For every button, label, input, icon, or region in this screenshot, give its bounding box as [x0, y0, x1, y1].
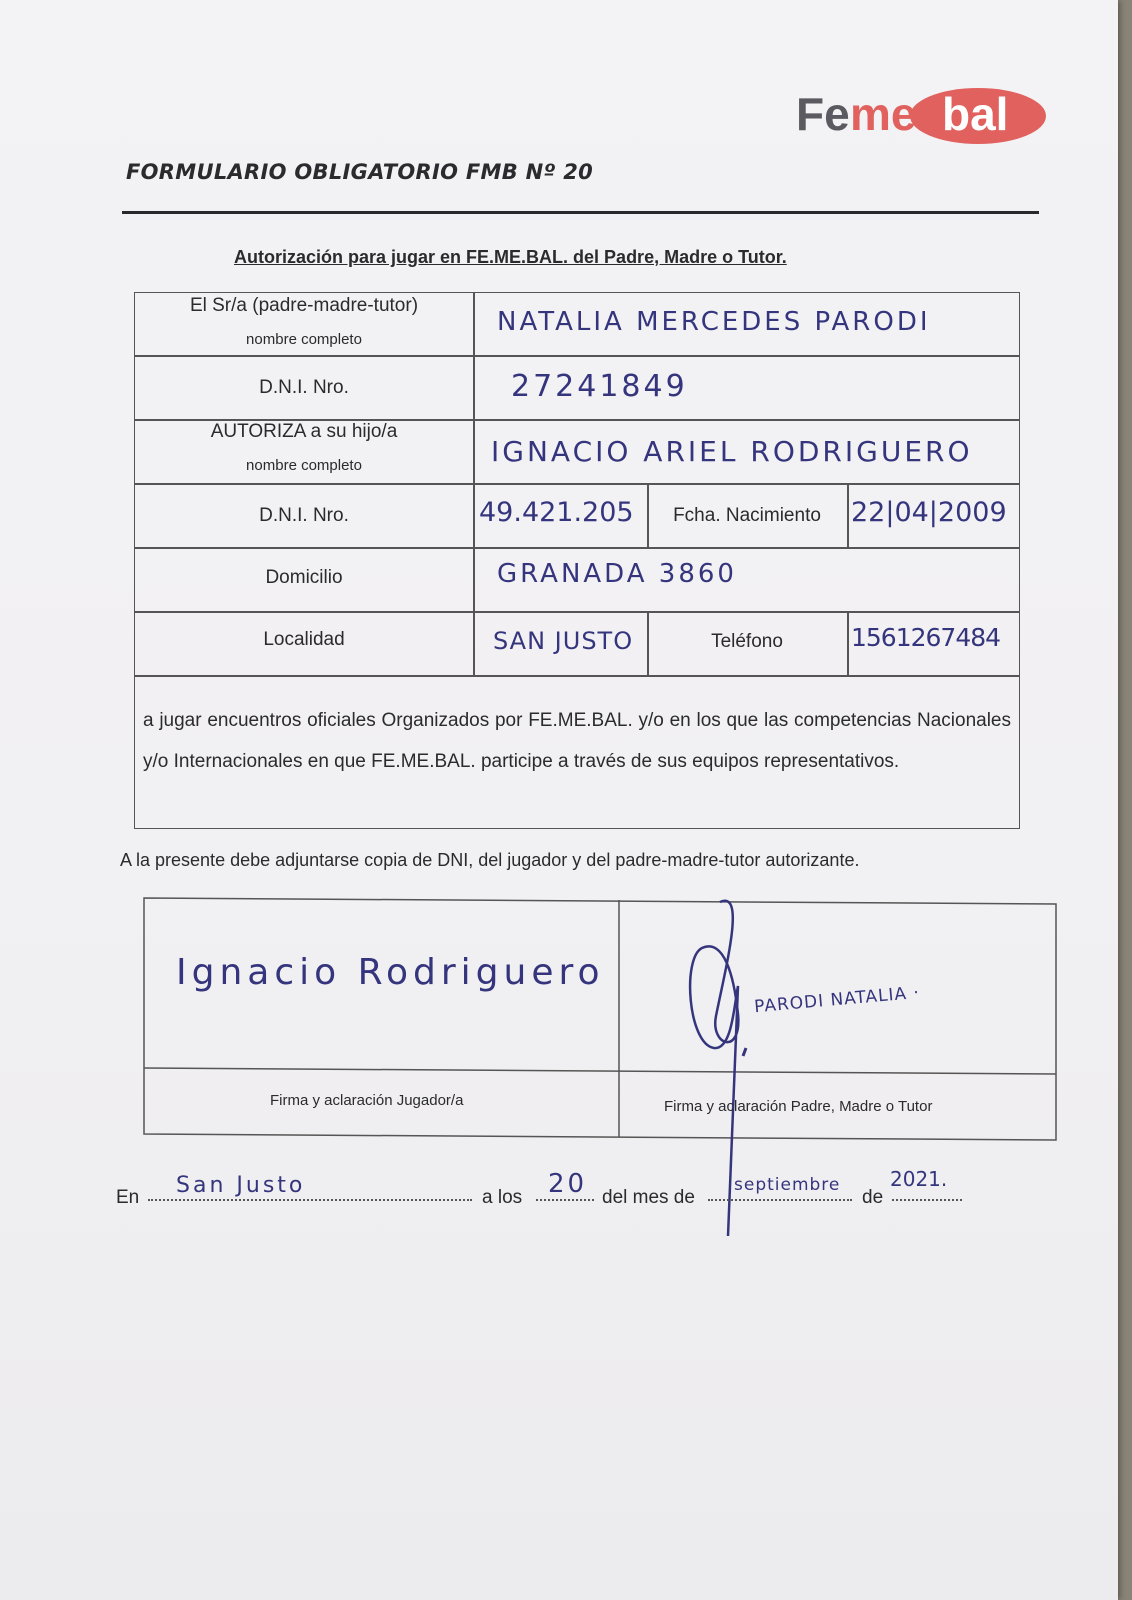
row-line [135, 675, 1019, 677]
year-field[interactable]: 2021. [890, 1167, 948, 1191]
city-label: Localidad [263, 629, 345, 650]
signature-table [142, 896, 1058, 1142]
form-subtitle: Autorización para jugar en FE.ME.BAL. del Padre, Madre o Tutor. [234, 247, 787, 267]
player-signature-label: Firma y aclaración Jugador/a [270, 1092, 464, 1109]
child-name-field[interactable]: IGNACIO ARIEL RODRIGUERO [491, 435, 973, 468]
logo-text-fe: Fe [796, 88, 850, 140]
day-dots [536, 1199, 594, 1201]
parent-dni-label: D.N.I. Nro. [259, 377, 349, 398]
address-label: Domicilio [265, 567, 343, 588]
form-title: FORMULARIO OBLIGATORIO FMB Nº 20 [126, 160, 594, 184]
row-line [135, 611, 1019, 613]
femebal-logo-mark [796, 84, 1060, 148]
logo-text-bal: bal [942, 88, 1009, 140]
parent-dni-field[interactable]: 27241849 [511, 369, 688, 404]
child-label: AUTORIZA a su hijo/a [210, 421, 398, 442]
place-dots [148, 1199, 472, 1201]
row-line [135, 483, 1019, 485]
parent-sublabel: nombre completo [246, 331, 362, 348]
phone-label: Teléfono [711, 631, 783, 652]
femebal-logo [796, 84, 1060, 148]
child-dni-field[interactable]: 49.421.205 [479, 497, 634, 528]
address-field[interactable]: GRANADA 3860 [497, 559, 737, 589]
month-field[interactable]: septiembre [734, 1175, 841, 1195]
mes-label: del mes de [602, 1187, 695, 1208]
de-label: de [862, 1187, 884, 1208]
row-line [135, 355, 1019, 357]
a-los-label: a los [482, 1187, 523, 1208]
birth-date-field[interactable]: 22|04|2009 [851, 497, 1007, 528]
en-label: En [116, 1187, 140, 1208]
authorization-text: a jugar encuentros oficiales Organizados por FE.ME.BAL. y/o en los que las competencias Nacionales y/o Internacionales en que FE.ME.BAL. participe a través de sus equipos representativos. [143, 710, 1011, 772]
child-dni-label: D.N.I. Nro. [259, 505, 349, 526]
parent-label: El Sr/a (padre-madre-tutor) [189, 295, 419, 316]
parent-name-field[interactable]: NATALIA MERCEDES PARODI [497, 307, 931, 337]
place-field[interactable]: San Justo [176, 1173, 306, 1198]
row-line [135, 547, 1019, 549]
tutor-signature-name: PARODI NATALIA · [753, 982, 921, 1018]
birth-date-label: Fcha. Nacimiento [673, 505, 821, 526]
title-rule [122, 211, 1039, 214]
col-line [847, 483, 849, 547]
col-line [473, 293, 475, 675]
logo-text-me: me [850, 88, 917, 140]
child-sublabel: nombre completo [246, 457, 362, 474]
day-field[interactable]: 20 [548, 1169, 588, 1199]
date-line [116, 1167, 1016, 1215]
phone-field[interactable]: 1561267484 [851, 623, 1001, 652]
year-dots [892, 1199, 962, 1201]
city-field[interactable]: SAN JUSTO [493, 627, 634, 655]
player-signature: Ignacio Rodriguero [176, 952, 605, 993]
attachment-note: A la presente debe adjuntarse copia de DNI, del jugador y del padre-madre-tutor autorizante. [120, 850, 860, 870]
month-dots [708, 1199, 852, 1201]
col-line [847, 611, 849, 675]
tutor-signature-label: Firma y aclaración Padre, Madre o Tutor [664, 1098, 933, 1115]
